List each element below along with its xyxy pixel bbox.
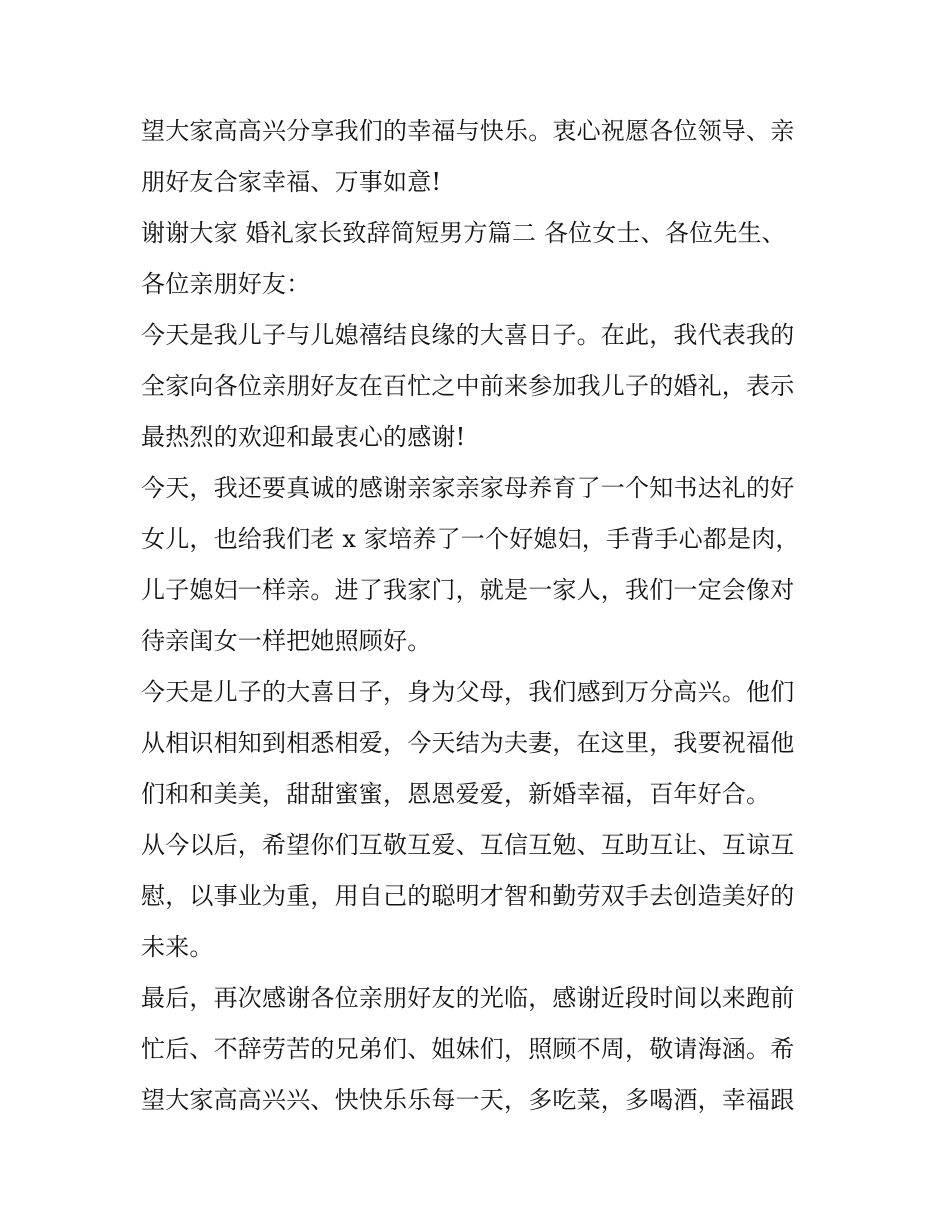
text-line: 未来。 xyxy=(141,933,214,961)
document-body xyxy=(141,106,821,1126)
text-line: 全家向各位亲朋好友在百忙之中前来参加我儿子的婚礼，表示 xyxy=(141,372,795,400)
text-line: 忙后、不辞劳苦的兄弟们、姐妹们，照顾不周，敬请海涵。希 xyxy=(141,1035,795,1063)
text-line: 慰，以事业为重，用自己的聪明才智和勤劳双手去创造美好的 xyxy=(141,882,795,910)
text-line: 望大家高高兴兴、快快乐乐每一天，多吃菜，多喝酒，幸福跟 xyxy=(141,1086,795,1114)
text-line: 今天，我还要真诚的感谢亲家亲家母养育了一个知书达礼的好 xyxy=(141,474,795,502)
text-line: 们和和美美，甜甜蜜蜜，恩恩爱爱，新婚幸福，百年好合。 xyxy=(141,780,771,808)
text-line: 朋好友合家幸福、万事如意! xyxy=(141,168,442,196)
text-line: 最热烈的欢迎和最衷心的感谢! xyxy=(141,423,466,451)
text-line: 待亲闺女一样把她照顾好。 xyxy=(141,627,432,655)
text-line: 今天是我儿子与儿媳禧结良缘的大喜日子。在此，我代表我的 xyxy=(141,321,795,349)
text-line: 今天是儿子的大喜日子，身为父母，我们感到万分高兴。他们 xyxy=(141,678,795,706)
text-line: 女儿，也给我们老 x 家培养了一个好媳妇，手背手心都是肉， xyxy=(141,525,800,553)
text-line: 谢谢大家 婚礼家长致辞简短男方篇二 各位女士、各位先生、 xyxy=(141,219,786,247)
text-line: 儿子媳妇一样亲。进了我家门，就是一家人，我们一定会像对 xyxy=(141,576,795,604)
text-line: 各位亲朋好友： xyxy=(141,270,311,298)
text-line: 从今以后，希望你们互敬互爱、互信互勉、互助互让、互谅互 xyxy=(141,831,795,859)
text-line: 最后，再次感谢各位亲朋好友的光临，感谢近段时间以来跑前 xyxy=(141,984,795,1012)
text-line: 望大家高高兴分享我们的幸福与快乐。衷心祝愿各位领导、亲 xyxy=(141,117,795,145)
text-line: 从相识相知到相悉相爱，今天结为夫妻，在这里，我要祝福他 xyxy=(141,729,795,757)
